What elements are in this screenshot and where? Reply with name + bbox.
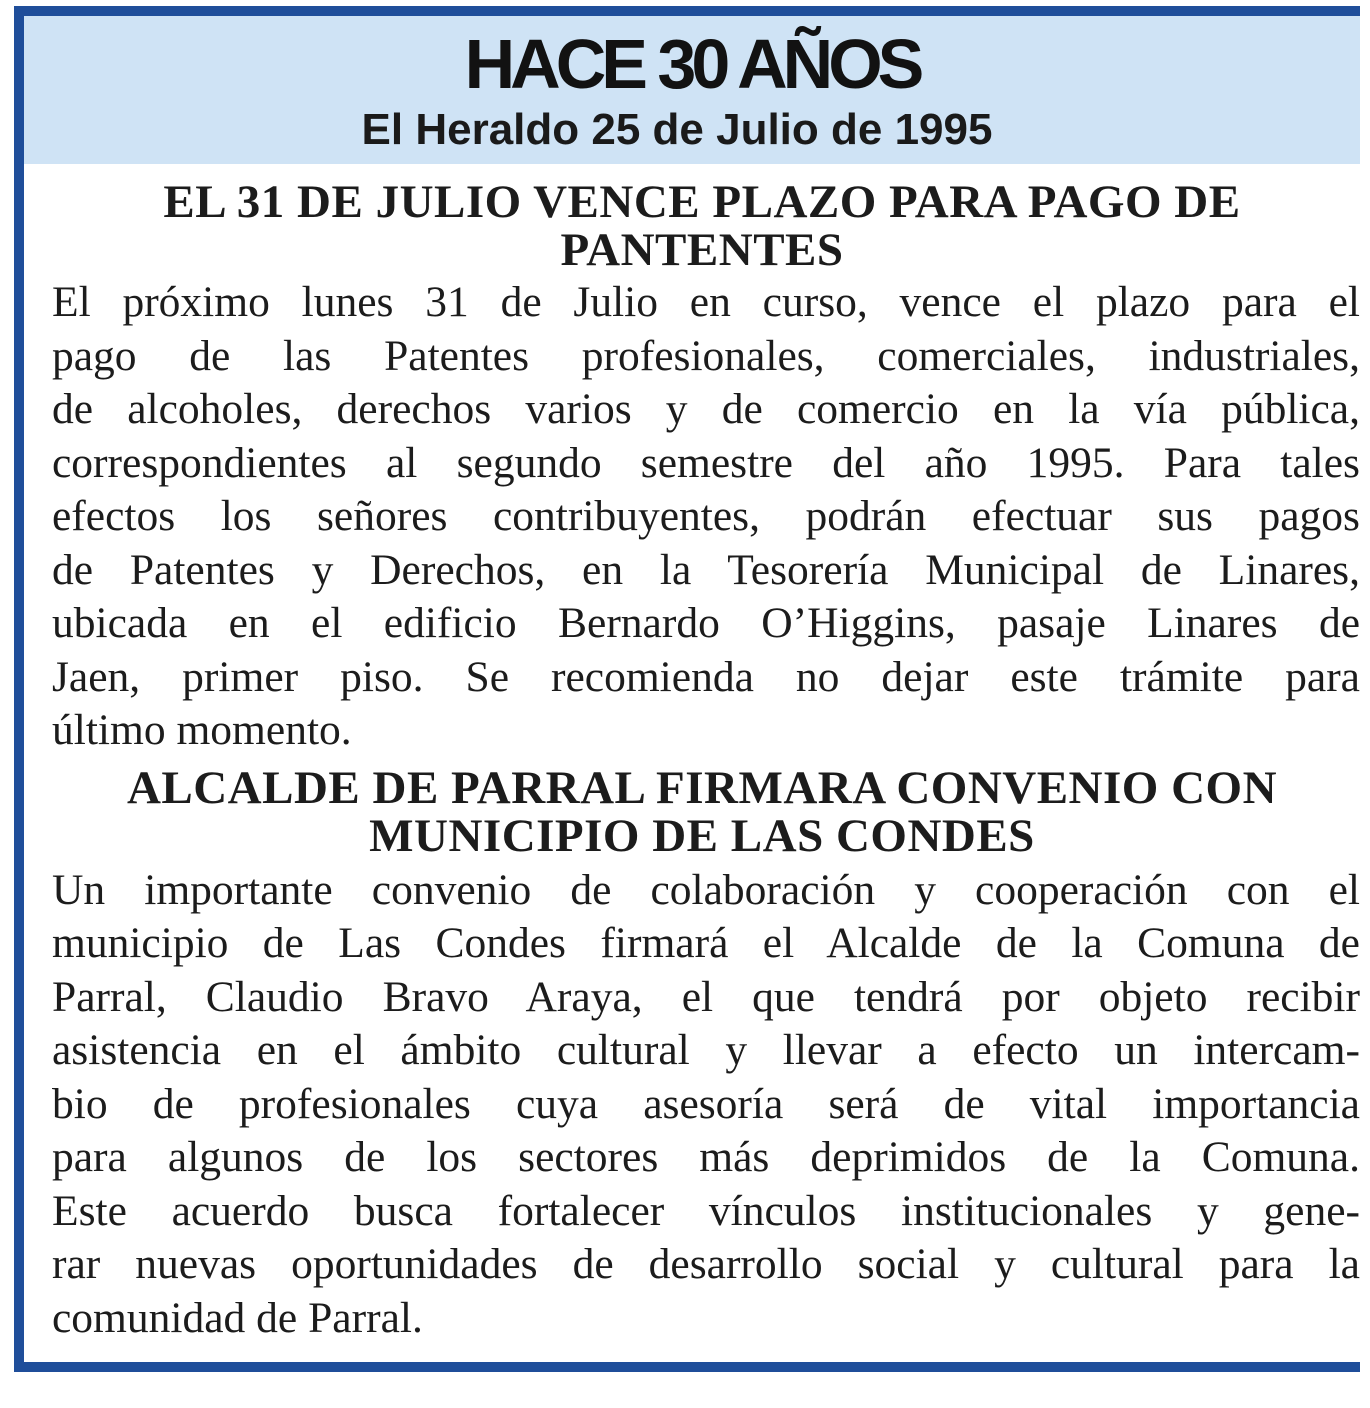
body-line: ubicada en el edificio Bernardo O’Higgins, pasaje Linares de xyxy=(52,599,1360,647)
body-line: Este acuerdo busca fortalecer vínculos institucionales y gene- xyxy=(52,1186,1360,1235)
body-line: bio de profesionales cuya asesoría será de vital importancia xyxy=(52,1079,1360,1128)
body-line: Jaen, primer piso. Se recomienda no dejar este trámite para xyxy=(52,652,1360,701)
body-line: municipio de Las Condes firmará el Alcalde de la Comuna de xyxy=(52,919,1360,967)
article-2-headline xyxy=(52,761,1352,862)
headline-line: PANTENTES xyxy=(560,224,844,276)
body-line: rar nuevas oportunidades de desarrollo social y cultural para la xyxy=(52,1240,1360,1288)
page-subtitle: El Heraldo 25 de Julio de 1995 xyxy=(361,105,993,154)
body-line: para algunos de los sectores más deprimidos de la Comuna. xyxy=(52,1133,1360,1181)
article-1-body xyxy=(52,276,1360,758)
headline-line: MUNICIPIO DE LAS CONDES xyxy=(369,809,1035,862)
news-box xyxy=(14,6,1360,1372)
body-line: pago de las Patentes profesionales, comerciales, industriales, xyxy=(52,331,1360,380)
page-title: HACE 30 AÑOS xyxy=(464,25,920,103)
body-line: Un importante convenio de colaboración y cooperación con el xyxy=(52,865,1360,914)
body-line: efectos los señores contribuyentes, podrán efectuar sus pagos xyxy=(52,492,1360,540)
content-area xyxy=(24,164,1360,1345)
body-line: Parral, Claudio Bravo Araya, el que tendrá por objeto recibir xyxy=(52,972,1360,1021)
body-line: de alcoholes, derechos varios y de comercio en la vía pública, xyxy=(52,385,1360,433)
body-line: comunidad de Parral. xyxy=(52,1293,423,1342)
body-line: asistencia en el ámbito cultural y llevar a efecto un intercam- xyxy=(52,1026,1360,1074)
body-line: último momento. xyxy=(52,706,352,754)
headline-line: EL 31 DE JULIO VENCE PLAZO PARA PAGO DE xyxy=(163,176,1241,228)
body-line: de Patentes y Derechos, en la Tesorería Municipal de Linares, xyxy=(52,545,1360,594)
body-line: El próximo lunes 31 de Julio en curso, vence el plazo para el xyxy=(52,278,1360,326)
body-line: correspondientes al segundo semestre del año 1995. Para tales xyxy=(52,438,1360,487)
headline-line: ALCALDE DE PARRAL FIRMARA CONVENIO CON xyxy=(126,761,1278,814)
header-band xyxy=(24,16,1360,164)
article-2-body xyxy=(52,864,1360,1346)
article-1-headline xyxy=(52,178,1352,274)
